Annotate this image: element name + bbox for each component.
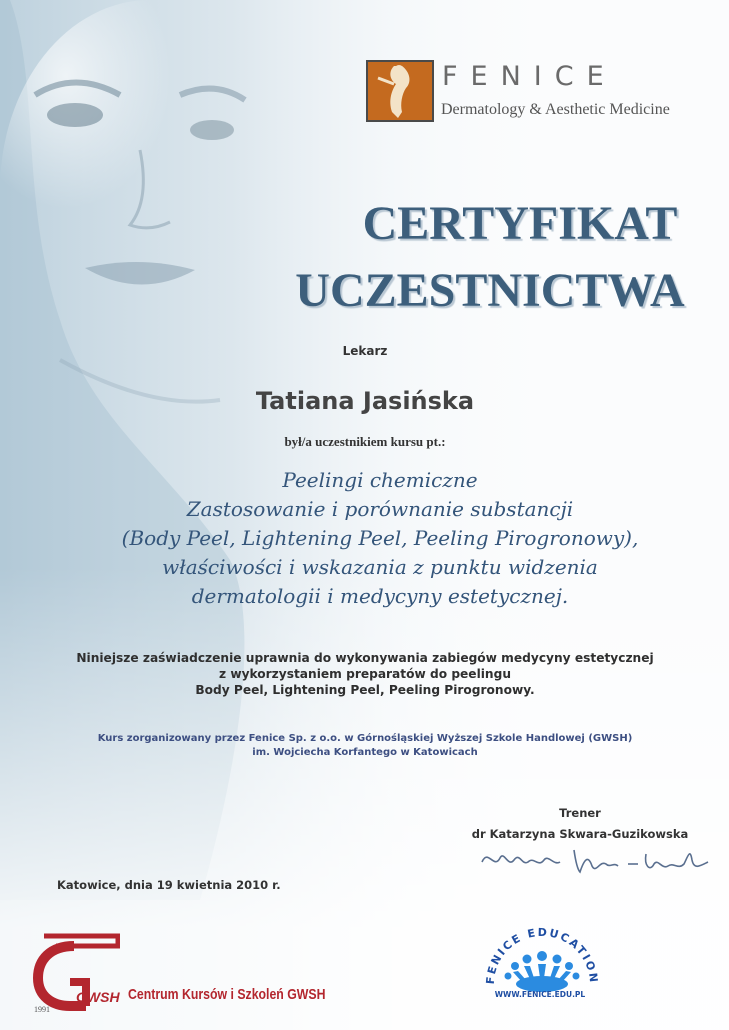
trainer-name: dr Katarzyna Skwara-Guzikowska xyxy=(471,827,689,841)
fenice-education-label: FENICE EDUCATION xyxy=(483,925,601,985)
fenice-brand-header xyxy=(366,60,696,122)
gwsh-center-name: Centrum Kursów i Szkoleń GWSH xyxy=(128,986,326,1003)
profession: Lekarz xyxy=(342,344,388,358)
brand-name: FENICE xyxy=(442,61,617,92)
participant-name: Tatiana Jasińska xyxy=(255,387,475,415)
course-line: Zastosowanie i porównanie substancji xyxy=(186,497,574,521)
course-line: (Body Peel, Lightening Peel, Peeling Pirogronowy), xyxy=(121,526,639,550)
organizer-line: Kurs zorganizowany przez Fenice Sp. z o.o. w Górnośląskiej Wyższej Szkole Handlowej (GWSH) xyxy=(97,733,633,744)
gwsh-mark: GWSH xyxy=(76,989,120,1005)
entitlement-line: z wykorzystaniem preparatów do peelingu xyxy=(218,667,512,681)
trainer-label: Trener xyxy=(559,806,601,820)
place-and-date: Katowice, dnia 19 kwietnia 2010 r. xyxy=(57,878,281,892)
gwsh-year: 1991 xyxy=(34,1005,50,1014)
course-line: właściwości i wskazania z punktu widzenia xyxy=(162,555,598,579)
course-line: dermatologii i medycyny estetycznej. xyxy=(191,584,569,608)
gwsh-logo-icon xyxy=(30,930,120,1015)
course-line: Peelingi chemiczne xyxy=(282,468,478,492)
entitlement-line: Body Peel, Lightening Peel, Peeling Pirogronowy. xyxy=(195,683,535,697)
organizer-statement xyxy=(20,732,710,760)
entitlement-statement xyxy=(20,650,710,698)
fenice-figure-logo-icon xyxy=(366,60,434,122)
entitlement-line: Niniejsze zaświadczenie uprawnia do wykonywania zabiegów medycyny estetycznej xyxy=(76,651,654,665)
brand-tagline: Dermatology & Aesthetic Medicine xyxy=(441,101,670,118)
participant-statement: był/a uczestnikiem kursu pt.: xyxy=(284,434,446,449)
course-title xyxy=(40,466,720,611)
certificate-title-line1: CERTYFIKAT xyxy=(362,197,678,250)
trainer-signature xyxy=(478,840,718,882)
certificate-title-line2: UCZESTNICTWA xyxy=(295,264,685,317)
organizer-line: im. Wojciecha Korfantego w Katowicach xyxy=(252,747,478,758)
fenice-education-url: WWW.FENICE.EDU.PL xyxy=(494,990,586,999)
